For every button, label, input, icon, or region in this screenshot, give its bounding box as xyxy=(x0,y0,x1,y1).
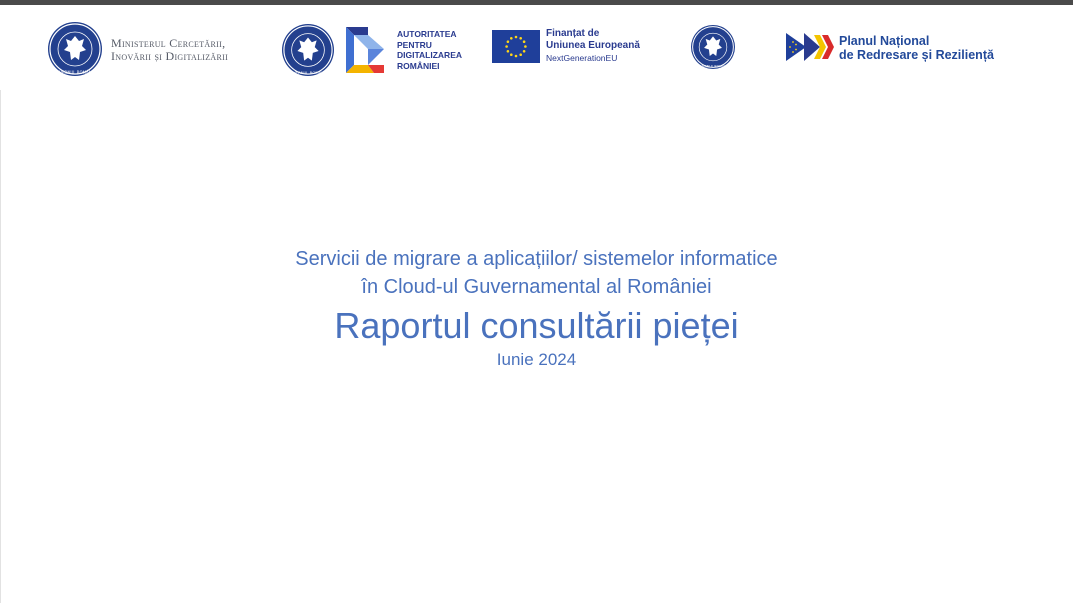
document-subtitle-line1: Servicii de migrare a aplicațiilor/ sistemelor informatice xyxy=(295,248,778,270)
document-title: Raportul consultării pieței xyxy=(334,305,739,346)
seal-text: GUVERNUL ROMÂNIEI xyxy=(695,64,731,69)
adr-logo-icon xyxy=(344,25,388,75)
seal-text: GUVERNUL ROMÂNIEI xyxy=(53,70,97,75)
pnrr-name-line2: de Redresare și Reziliență xyxy=(839,48,994,62)
pnrr-logo-icon xyxy=(786,33,834,61)
eu-funded-line1: Finanțat de xyxy=(546,28,600,39)
ministry-name xyxy=(111,37,228,63)
ministry-name-line1: Ministerul Cercetării, xyxy=(111,36,226,50)
eu-funding-label xyxy=(546,28,640,64)
seal-text: GUVERNUL ROMÂNIEI xyxy=(287,70,329,76)
government-seal-icon xyxy=(282,24,334,76)
adr-name-line4: ROMÂNIEI xyxy=(397,60,440,71)
adr-name xyxy=(397,29,462,71)
eu-flag-icon xyxy=(492,30,540,63)
government-seal-icon xyxy=(48,22,102,76)
pnrr-name-line1: Planul Național xyxy=(839,34,930,48)
top-bar xyxy=(0,0,1073,5)
adr-name-line1: AUTORITATEA xyxy=(397,29,457,39)
eu-funded-line2: Uniunea Europeană xyxy=(546,40,640,51)
document-date: Iunie 2024 xyxy=(496,350,577,369)
document-subtitle-line2: în Cloud-ul Guvernamental al României xyxy=(361,276,712,298)
adr-name-line3: DIGITALIZAREA xyxy=(397,50,463,60)
ministry-name-line2: Inovării și Digitalizării xyxy=(111,49,229,63)
eu-funded-line3: NextGenerationEU xyxy=(546,53,618,63)
adr-name-line2: PENTRU xyxy=(397,39,432,50)
pnrr-name xyxy=(839,34,994,62)
document-heading xyxy=(0,245,1073,371)
government-seal-icon xyxy=(691,25,735,69)
